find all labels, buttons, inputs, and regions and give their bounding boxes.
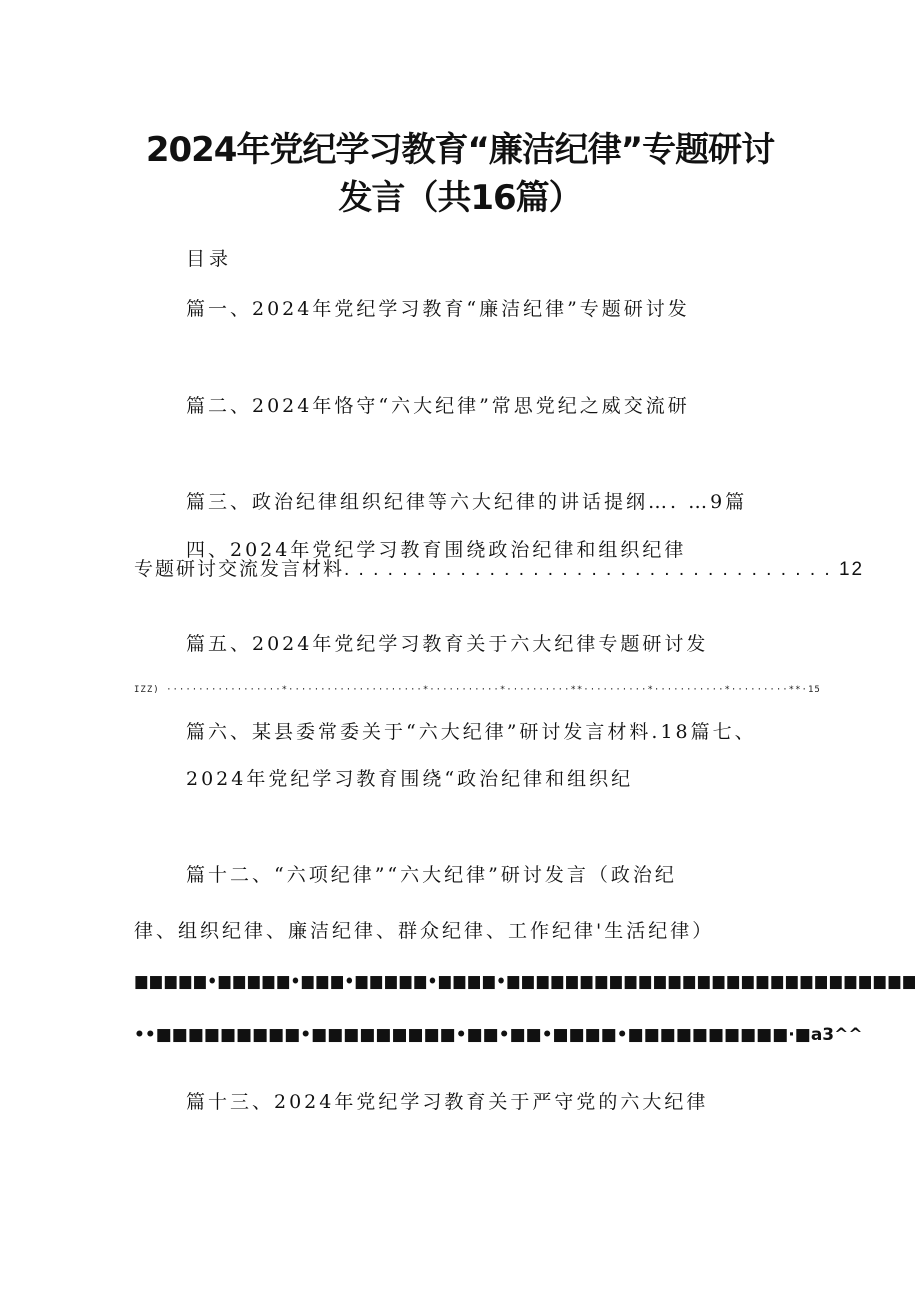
toc-entry-13: 篇十三、2024年党纪学习教育关于严守党的六大纪律 bbox=[186, 1091, 709, 1113]
toc-entry-2: 篇二、2024年恪守“六大纪律”常思党纪之威交流研 bbox=[186, 395, 690, 417]
toc-entry-1: 篇一、2024年党纪学习教育“廉洁纪律”专题研讨发 bbox=[186, 298, 690, 320]
document-title-line-2: 发言（共16篇） bbox=[338, 178, 582, 218]
garbled-block-line-1: ■■■■■•■■■■■•■■■•■■■■■•■■■■•■■■■■■■■■■■■■■■■■■■■■■■■■■■■ bbox=[134, 972, 917, 992]
document-title-line-1: 2024年党纪学习教育“廉洁纪律”专题研讨 bbox=[145, 130, 775, 170]
toc-entry-12: 篇十二、“六项纪律”“六大纪律”研讨发言（政治纪 bbox=[186, 864, 677, 886]
toc-entry-4: 四、2024年党纪学习教育围绕政治纪律和组织纪律 bbox=[186, 539, 687, 561]
toc-entry-4-continued: 专题研讨交流发言材料. . . . . . . . . . . . . . . . . . . . . . . . . . . . . . . . . . 12 bbox=[134, 559, 865, 580]
toc-entry-6: 篇六、某县委常委关于“六大纪律”研讨发言材料.18篇七、 bbox=[186, 721, 757, 743]
toc-dot-leader-line: IZZ) ··················*·····················*···········*··········**··········*···········*·········**·15 bbox=[134, 685, 821, 695]
toc-entry-12-continued: 律、组织纪律、廉洁纪律、群众纪律、工作纪律'生活纪律） bbox=[134, 920, 715, 942]
toc-heading: 目录 bbox=[186, 248, 233, 270]
toc-entry-3: 篇三、政治纪律组织纪律等六大纪律的讲话提纲…. …9篇 bbox=[186, 491, 748, 513]
toc-entry-5: 篇五、2024年党纪学习教育关于六大纪律专题研讨发 bbox=[186, 633, 709, 655]
garbled-block-line-2: ••■■■■■■■■■•■■■■■■■■■•■■•■■•■■■■•■■■■■■■■■■·■a3^^ bbox=[134, 1025, 863, 1045]
toc-entry-7: 2024年党纪学习教育围绕“政治纪律和组织纪 bbox=[186, 768, 634, 790]
